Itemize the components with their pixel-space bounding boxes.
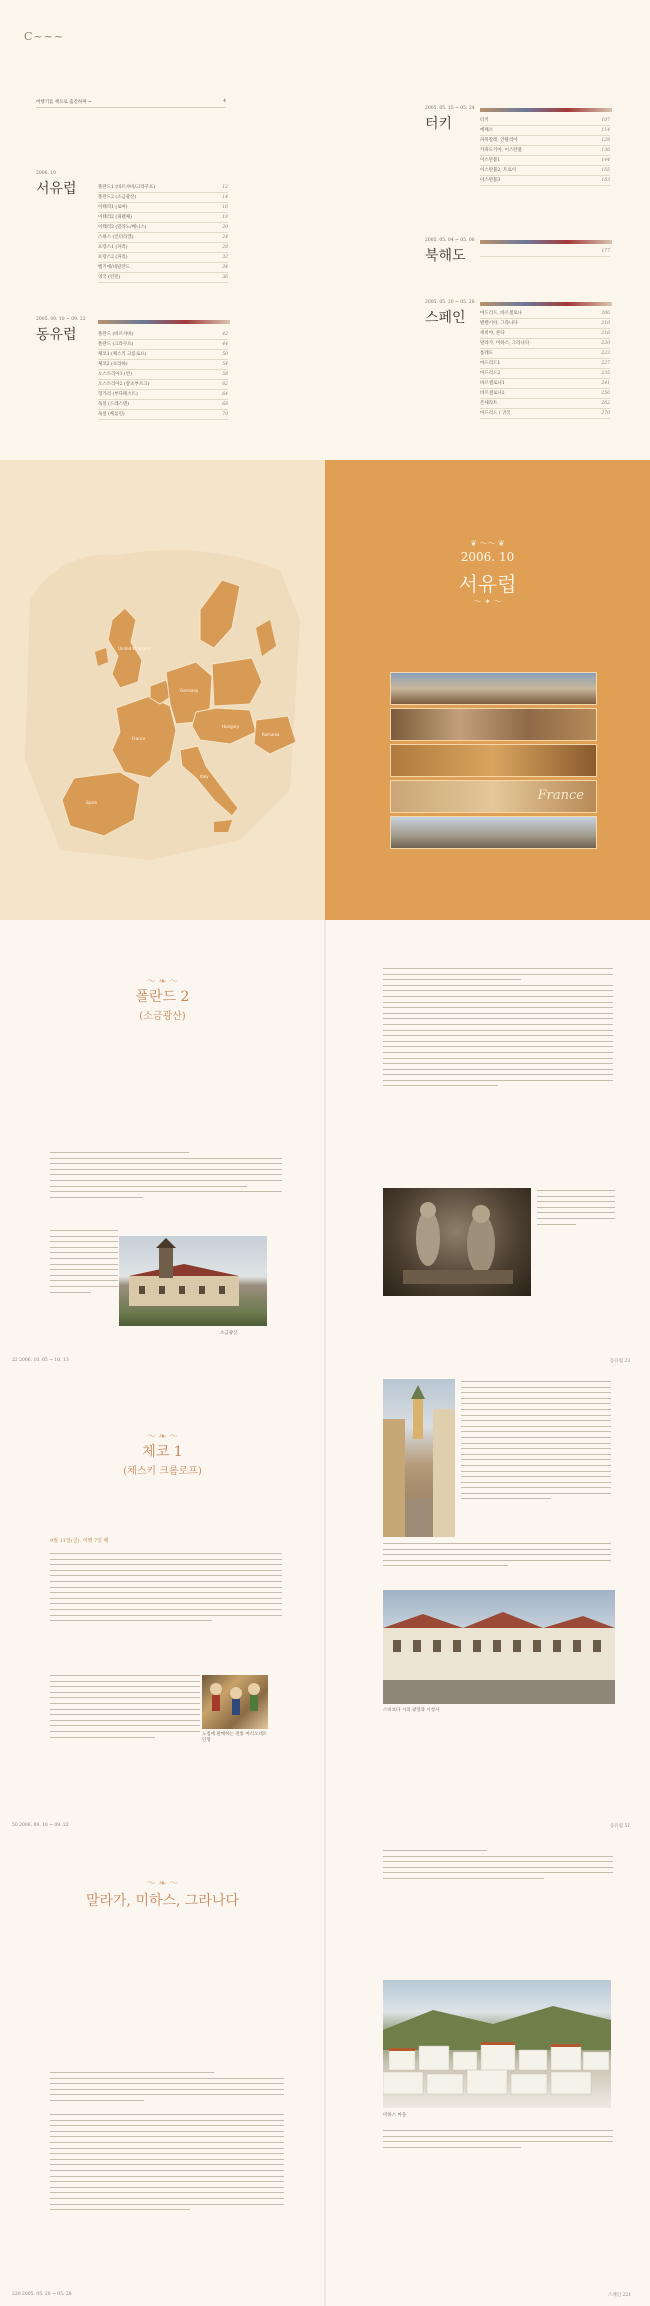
article-title-sub: (소금광산)	[139, 1011, 186, 1022]
toc-row[interactable]: 이태리3 (밀라노/베니스) 20	[98, 223, 228, 233]
photo-mijas-village	[383, 1980, 611, 2108]
map-page	[0, 460, 325, 920]
strip-word: France	[537, 788, 584, 803]
page-footer-right: 동유럽 51	[610, 1824, 631, 1829]
map-label: Germany	[180, 688, 199, 693]
section-color-bar	[480, 108, 612, 112]
photo-illustration	[383, 1980, 611, 2108]
body-text-block	[461, 1381, 611, 1504]
page-footer-right: 스페인 221	[608, 2293, 632, 2298]
article-right-page	[325, 1840, 650, 2306]
section-color-bar	[480, 240, 612, 244]
toc-row[interactable]: 스위스 (인터라켄) 24	[98, 233, 228, 243]
body-text-block	[50, 1553, 282, 1626]
toc-row[interactable]: 파묵칼레, 안탈리아 128	[480, 136, 610, 146]
toc-row[interactable]: 바르셀로나1 241	[480, 379, 610, 389]
photo-caption: 스바보다 시의 광장과 시청사	[383, 1708, 440, 1713]
photo-caption: 노점에 판매하는 전통 마리오네트 인형	[202, 1732, 268, 1743]
map-label: Italy	[200, 774, 209, 779]
article-left-page	[0, 920, 325, 1375]
toc-row[interactable]: 벨기에/네덜란드 34	[98, 263, 228, 273]
toc-row[interactable]: 몬세라트 262	[480, 399, 610, 409]
article-title-main: 폴란드 2	[135, 989, 190, 1005]
page-footer-left: 220 2005. 05. 20 ~ 05. 28	[12, 2292, 72, 2297]
ornament-icon: ❦ ～～ ❦	[470, 539, 505, 548]
body-text-block	[50, 2072, 284, 2106]
section-eastern-europe	[36, 317, 102, 344]
toc-row[interactable]: 마드리드2 235	[480, 369, 610, 379]
section-title: 북해도	[425, 248, 466, 264]
toc-row[interactable]: 오스트리아1 (빈) 58	[98, 370, 228, 380]
toc-row[interactable]: 폴란드 (크라쿠프) 44	[98, 340, 228, 350]
map-label: Hungary	[222, 724, 240, 729]
toc-row[interactable]: 바르셀로나2 250	[480, 389, 610, 399]
section-date: 2006. 10	[36, 171, 57, 176]
toc-row[interactable]: 오스트리아2 (잘츠부르크) 62	[98, 380, 228, 390]
toc-spread	[0, 0, 650, 460]
photo-strip-interior	[390, 744, 597, 777]
article-right-page	[325, 1375, 650, 1840]
section-intro-spread	[0, 460, 650, 920]
article-title-main: 말라가, 미하스, 그라나다	[85, 1893, 240, 1909]
toc-row[interactable]: 체코2 (프라하) 54	[98, 360, 228, 370]
photo-illustration	[202, 1675, 268, 1729]
article-title-main: 체코 1	[142, 1444, 183, 1460]
section-date: 2005. 09. 10 ~ 09. 22	[36, 317, 86, 322]
toc-list-eastern	[98, 330, 228, 420]
toc-row[interactable]: 에페소 114	[480, 126, 610, 136]
section-title: 터키	[425, 116, 453, 132]
map-label: Spain	[86, 800, 98, 805]
section-cover-page	[325, 460, 650, 920]
article-right-page	[325, 920, 650, 1375]
article-left-page	[0, 1375, 325, 1840]
toc-row[interactable]: 프랑스1 (파리) 28	[98, 243, 228, 253]
toc-row[interactable]: 터키 107	[480, 116, 610, 126]
toc-row[interactable]: 카파도키아, 이스탄불 136	[480, 146, 610, 156]
ornament-icon: ～ ❧ ～	[146, 1879, 179, 1889]
section-western-europe	[36, 171, 102, 198]
gutter	[324, 1375, 326, 1840]
toc-list-hokkaido	[480, 247, 610, 257]
article-title	[0, 1441, 325, 1477]
toc-row[interactable]: 발렌시아, 그라나다 210	[480, 319, 610, 329]
photo-caption: 미하스 마을	[383, 2113, 407, 2118]
ornament-icon: ～ ❧ ～	[146, 1432, 179, 1442]
photo-town-square	[383, 1590, 615, 1704]
body-text-block	[50, 1675, 200, 1742]
map-label: France	[132, 736, 146, 741]
toc-row[interactable]: 독일 (베를린) 70	[98, 410, 228, 420]
photo-strip-france	[390, 780, 597, 813]
toc-list-turkey	[480, 116, 610, 186]
section-title: 스페인	[425, 310, 466, 326]
toc-row[interactable]: 이태리1 (로마) 16	[98, 203, 228, 213]
map-label: United Kingdom	[118, 646, 151, 651]
page-footer-left: 50 2006. 09. 10 ~ 09. 22	[12, 1823, 69, 1828]
photo-strip-cathedral	[390, 708, 597, 741]
photo-illustration	[119, 1236, 267, 1326]
toc-row[interactable]: 영국 (런던) 36	[98, 273, 228, 283]
toc-row[interactable]: 마드리드, 바르셀로나 206	[480, 309, 610, 319]
gutter	[324, 920, 326, 1375]
body-text-block	[50, 1152, 282, 1202]
toc-list-spain	[480, 309, 610, 419]
photo-marionettes	[202, 1675, 268, 1729]
section-spain	[425, 300, 485, 327]
body-text-block	[383, 2130, 613, 2152]
page-footer-left: 22 2006. 10. 05 ~ 10. 13	[12, 1358, 69, 1363]
photo-strip-townscape	[390, 672, 597, 705]
ornament-icon: ～ ❧ ～	[146, 977, 179, 987]
section-date: 2006. 10	[460, 550, 515, 564]
body-text-block	[383, 1543, 611, 1571]
article-spread-spain	[0, 1840, 650, 2306]
gutter	[324, 1840, 326, 2306]
photo-caption: 소금광산	[220, 1331, 238, 1336]
section-turkey	[425, 106, 485, 133]
article-title-sub: (체스키 크롬로프)	[123, 1466, 202, 1477]
body-text-block	[50, 1230, 118, 1297]
section-color-bar	[480, 302, 612, 306]
toc-row[interactable]: 마드리드 / 귀국 270	[480, 409, 610, 419]
photo-salt-mine	[119, 1236, 267, 1326]
toc-row[interactable]: 마드리드1 227	[480, 359, 610, 369]
photo-salt-statues	[383, 1188, 531, 1296]
section-date: 2005. 05. 20 ~ 05. 28	[425, 300, 475, 305]
map-label: Romania	[262, 732, 280, 737]
article-left-page	[0, 1840, 325, 2306]
section-hokkaido	[425, 238, 485, 265]
photo-strip-london	[390, 816, 597, 849]
photo-illustration	[383, 1188, 531, 1296]
page-footer-right: 동유럽 23	[610, 1359, 631, 1364]
toc-row[interactable]: 독일 (드레스덴) 68	[98, 400, 228, 410]
article-spread-czech	[0, 1375, 650, 1840]
book-logo: C~~~	[24, 30, 65, 43]
date-subheading: 9월 11일(금), 여행 7일 째	[50, 1538, 109, 1544]
toc-row[interactable]: 이스탄불3 163	[480, 176, 610, 186]
photo-cesky-krumlov-street	[383, 1379, 455, 1537]
toc-row[interactable]: 톨레도 223	[480, 349, 610, 359]
toc-row[interactable]: 프랑스2 (파리) 32	[98, 253, 228, 263]
toc-intro-page: 4	[223, 99, 226, 104]
article-title	[0, 986, 325, 1022]
section-date: 2005. 05. 04 ~ 05. 06	[425, 238, 475, 243]
photo-illustration	[383, 1379, 455, 1537]
toc-row[interactable]: 폴란드1 (바르샤바/크라쿠프) 12	[98, 183, 228, 193]
article-spread-poland	[0, 920, 650, 1375]
toc-row[interactable]: 이스탄불1 144	[480, 156, 610, 166]
toc-row[interactable]: 헝가리 (부다페스트) 64	[98, 390, 228, 400]
toc-row[interactable]: 이스탄불2, 트로이 155	[480, 166, 610, 176]
body-text-block	[537, 1190, 615, 1229]
toc-row[interactable]: 폴란드 (바르샤바) 42	[98, 330, 228, 340]
europe-map	[0, 460, 325, 920]
toc-row[interactable]: 체코1 (체스키 크롬로프) 50	[98, 350, 228, 360]
body-text-block	[50, 2114, 284, 2215]
section-title: 서유럽	[36, 181, 77, 197]
article-title	[0, 1890, 325, 1910]
section-color-bar	[98, 320, 230, 324]
section-date: 2005. 05. 15 ~ 05. 24	[425, 106, 475, 111]
section-title: 동유럽	[36, 327, 77, 343]
section-title: 서유럽	[458, 572, 517, 596]
toc-row[interactable]: 폴란드2 (소금광산) 14	[98, 193, 228, 203]
toc-intro-label: 여행기를 책으로 출간하며 ~	[36, 100, 92, 105]
body-text-block	[383, 1850, 613, 1884]
toc-row[interactable]: 177	[480, 247, 610, 257]
ornament-icon: ～ ✦ ～	[473, 597, 502, 606]
body-text-block	[383, 968, 613, 1091]
toc-row[interactable]: 세비야, 론다 216	[480, 329, 610, 339]
toc-row[interactable]: 말라가, 미하스, 그라나다 220	[480, 339, 610, 349]
toc-list-western	[98, 183, 228, 283]
toc-row[interactable]: 이태리2 (피렌체) 18	[98, 213, 228, 223]
toc-intro-line[interactable]	[36, 99, 226, 108]
photo-illustration	[383, 1590, 615, 1704]
